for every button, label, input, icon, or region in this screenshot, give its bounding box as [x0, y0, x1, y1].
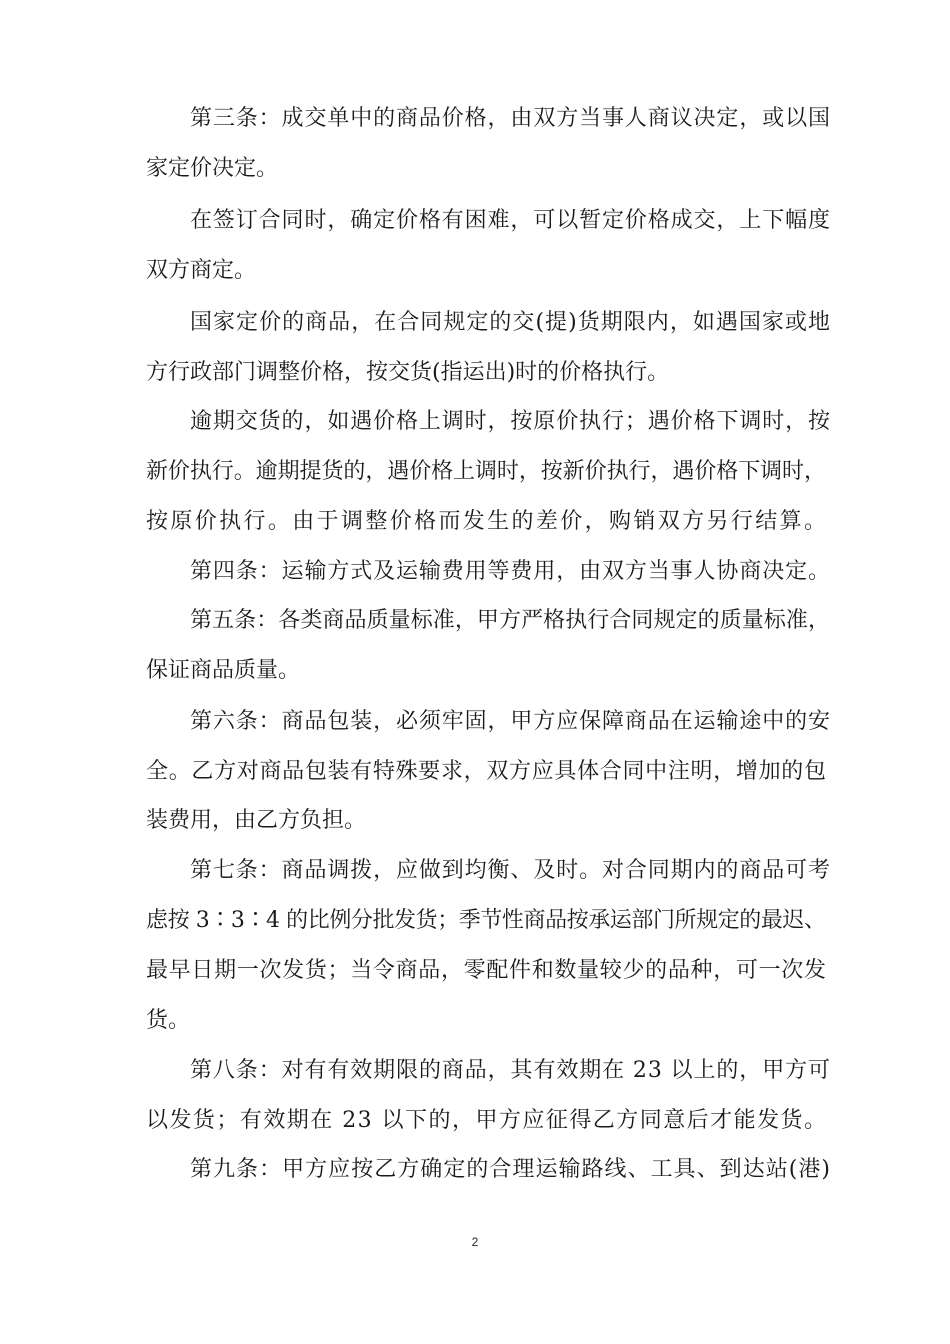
text-line: 最早日期一次发货；当令商品，零配件和数量较少的品种，可一次发 — [146, 958, 827, 983]
text-line: 按原价执行。由于调整价格而发生的差价，购销双方另行结算。 — [146, 509, 829, 534]
text-line: 货。 — [146, 1008, 191, 1033]
text-line: 第七条：商品调拨，应做到均衡、及时。对合同期内的商品可考 — [190, 858, 831, 883]
text-line: 国家定价的商品，在合同规定的交(提)货期限内，如遇国家或地 — [190, 310, 832, 335]
text-line: 全。乙方对商品包装有特殊要求，双方应具体合同中注明，增加的包 — [146, 759, 827, 784]
text-line: 第九条：甲方应按乙方确定的合理运输路线、工具、到达站(港) — [190, 1157, 832, 1182]
text-line: 装费用，由乙方负担。 — [146, 808, 367, 833]
text-line: 第三条：成交单中的商品价格，由双方当事人商议决定，或以国 — [190, 106, 831, 131]
text-line: 方行政部门调整价格，按交货(指运出)时的价格执行。 — [146, 360, 670, 385]
text-line: 保证商品质量。 — [146, 658, 301, 683]
text-line: 第六条：商品包装，必须牢固，甲方应保障商品在运输途中的安 — [190, 709, 831, 734]
text-line: 以发货；有效期在 23 以下的，甲方应征得乙方同意后才能发货。 — [146, 1108, 828, 1133]
text-line: 双方商定。 — [146, 258, 257, 283]
text-line: 逾期交货的，如遇价格上调时，按原价执行；遇价格下调时，按 — [190, 409, 831, 434]
page-number: 2 — [471, 1235, 479, 1249]
text-line: 第四条：运输方式及运输费用等费用，由双方当事人协商决定。 — [190, 559, 831, 584]
text-line: 家定价决定。 — [146, 156, 279, 181]
text-line: 虑按 3∶3∶4 的比例分批发货；季节性商品按承运部门所规定的最迟、 — [146, 908, 826, 933]
text-line: 新价执行。逾期提货的，遇价格上调时，按新价执行，遇价格下调时， — [146, 459, 826, 484]
text-line: 第五条：各类商品质量标准，甲方严格执行合同规定的质量标准， — [190, 608, 831, 633]
text-line: 第八条：对有有效期限的商品，其有效期在 23 以上的，甲方可 — [190, 1058, 831, 1083]
text-line: 在签订合同时，确定价格有困难，可以暂定价格成交，上下幅度 — [190, 208, 831, 233]
